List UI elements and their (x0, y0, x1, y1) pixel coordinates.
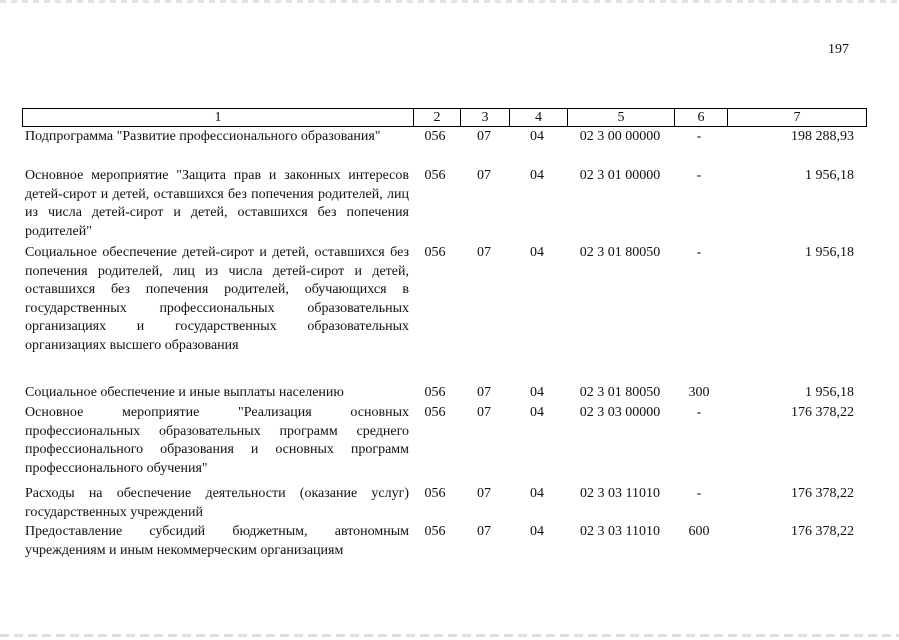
page-number: 197 (828, 42, 849, 57)
row-code-2: 056 (424, 486, 446, 501)
row-name: Подпрограмма "Развитие профессионального образования" (25, 129, 381, 144)
row-code-5: 02 3 00 00000 (579, 129, 661, 144)
row-code-2: 056 (424, 524, 446, 539)
row-amount: 198 288,93 (791, 129, 854, 144)
row-amount: 1 956,18 (805, 385, 854, 400)
column-header-4: 4 (510, 109, 568, 127)
row-code-3: 07 (477, 168, 491, 183)
row-code-6: - (696, 245, 702, 260)
row-name: Основное мероприятие "Защита прав и законных интересов детей-сирот и детей, оставшихся без попечения родителей, лиц из числа детей-сирот и детей, оставшихся без попечения родителей" (25, 168, 409, 239)
row-code-4: 04 (530, 486, 544, 501)
column-header-5: 5 (568, 109, 675, 127)
row-code-6: - (696, 129, 702, 144)
row-code-3: 07 (477, 129, 491, 144)
row-code-5: 02 3 03 11010 (580, 524, 660, 539)
row-code-2: 056 (424, 385, 446, 400)
column-header-2: 2 (414, 109, 461, 127)
row-code-4: 04 (530, 168, 544, 183)
scan-edge-top (0, 0, 899, 3)
row-code-6: 300 (688, 385, 710, 400)
column-header-table (22, 108, 867, 127)
row-name: Расходы на обеспечение деятельности (оказание услуг) государственных учреждений (25, 486, 409, 520)
row-code-4: 04 (530, 405, 544, 420)
column-header-7: 7 (728, 109, 867, 127)
row-code-4: 04 (530, 245, 544, 260)
row-code-5: 02 3 01 00000 (579, 168, 661, 183)
row-name: Социальное обеспечение детей-сирот и детей, оставшихся без попечения родителей, лиц из числа детей-сирот и детей, оставшихся без попечения родителей, обучающихся в государственных профессиональных образовательных организациях и государственных образовательных организациях высшего образования (25, 245, 409, 353)
row-amount: 1 956,18 (805, 245, 854, 260)
row-code-4: 04 (530, 385, 544, 400)
row-code-6: - (696, 486, 702, 501)
column-header-row (23, 109, 867, 127)
row-name: Основное мероприятие "Реализация основных профессиональных образовательных программ среднего профессионального образования и основных программ профессионального обучения" (25, 405, 409, 476)
row-code-4: 04 (530, 129, 544, 144)
row-amount: 176 378,22 (791, 486, 854, 501)
row-code-5: 02 3 01 80050 (579, 385, 661, 400)
row-code-5: 02 3 03 00000 (579, 405, 661, 420)
column-header-3: 3 (461, 109, 510, 127)
scan-edge-bottom (0, 634, 899, 637)
row-code-2: 056 (424, 168, 446, 183)
row-amount: 176 378,22 (791, 405, 854, 420)
column-header-6: 6 (675, 109, 728, 127)
row-code-2: 056 (424, 245, 446, 260)
row-code-4: 04 (530, 524, 544, 539)
row-code-5: 02 3 03 11010 (580, 486, 660, 501)
row-code-6: - (696, 168, 702, 183)
row-code-2: 056 (424, 129, 446, 144)
row-code-3: 07 (477, 486, 491, 501)
row-code-3: 07 (477, 405, 491, 420)
row-code-5: 02 3 01 80050 (579, 245, 661, 260)
row-code-2: 056 (424, 405, 446, 420)
row-code-3: 07 (477, 385, 491, 400)
row-name: Предоставление субсидий бюджетным, автономным учреждениям и иным некоммерческим организациям (25, 524, 409, 558)
row-name: Социальное обеспечение и иные выплаты населению (25, 385, 344, 400)
row-amount: 1 956,18 (805, 168, 854, 183)
column-header-1: 1 (23, 109, 414, 127)
row-amount: 176 378,22 (791, 524, 854, 539)
row-code-3: 07 (477, 245, 491, 260)
row-code-3: 07 (477, 524, 491, 539)
row-code-6: - (696, 405, 702, 420)
row-code-6: 600 (688, 524, 710, 539)
